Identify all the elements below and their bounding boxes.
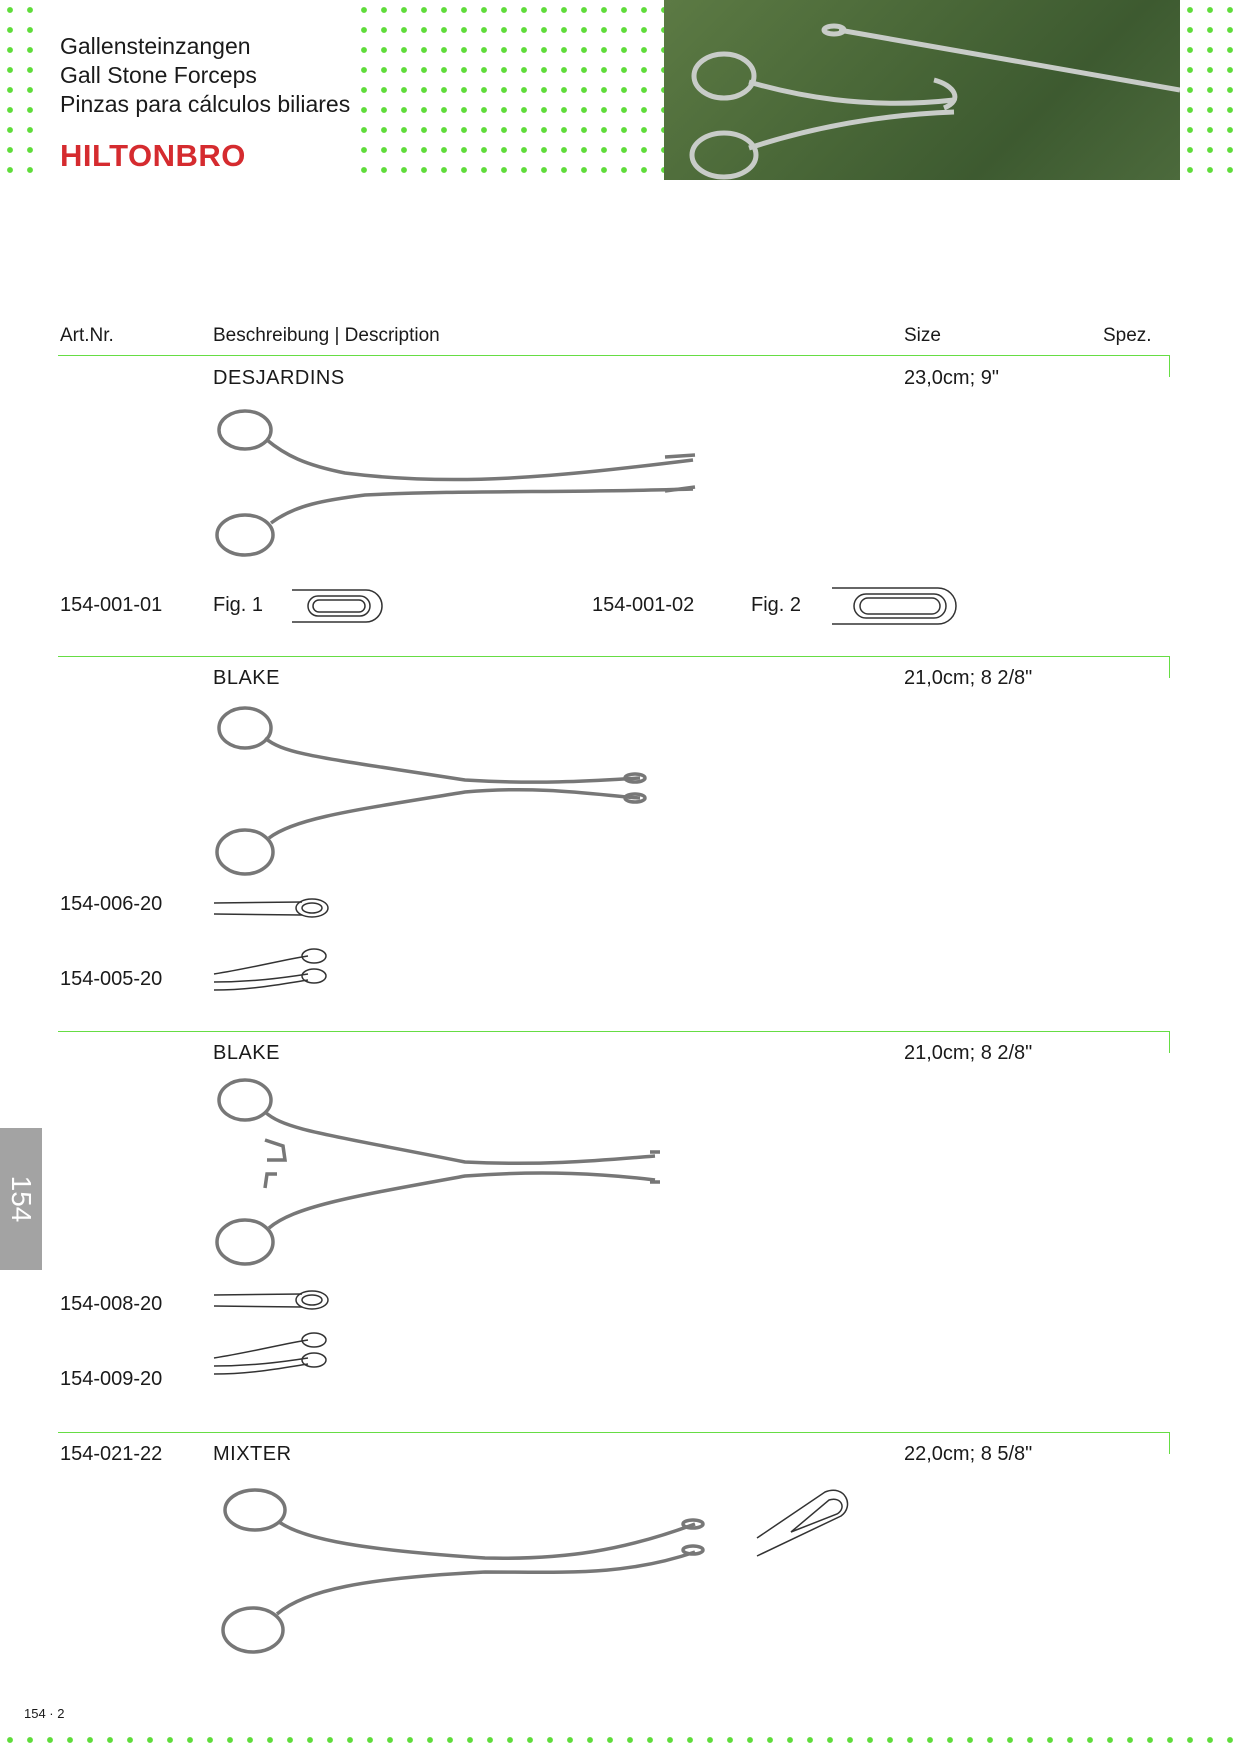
section-divider-tick <box>1169 656 1170 678</box>
header-dot-pattern-right <box>1180 0 1241 180</box>
blake-forceps-illustration <box>205 700 645 880</box>
section-divider-tick <box>1169 1031 1170 1053</box>
article-number: 154-009-20 <box>60 1368 163 1390</box>
blake-forceps-ratchet-illustration <box>205 1070 665 1270</box>
title-german: Gallensteinzangen <box>60 33 251 59</box>
column-header-spez: Spez. <box>1103 325 1152 346</box>
header-dot-pattern-left <box>0 0 40 180</box>
section-divider <box>58 656 1170 657</box>
article-number: 154-021-22 <box>60 1443 163 1465</box>
column-header-size: Size <box>904 325 941 346</box>
article-number: 154-001-01 <box>60 594 163 616</box>
product-name: MIXTER <box>213 1443 292 1465</box>
product-size: 23,0cm; 9" <box>904 367 999 389</box>
fig1-tip-outline <box>290 588 386 624</box>
header-dot-pattern-middle <box>354 0 664 180</box>
article-number: 154-001-02 <box>592 594 695 616</box>
tip-outline-curved <box>212 944 332 994</box>
article-number: 154-005-20 <box>60 968 163 990</box>
header-product-photo <box>664 0 1180 180</box>
product-size: 21,0cm; 8 2/8" <box>904 667 1033 689</box>
photo-forceps-image <box>664 0 1180 180</box>
tip-outline-straight <box>212 893 332 923</box>
mixter-forceps-illustration <box>205 1480 705 1660</box>
page-section-tab-label: 154 <box>6 1175 37 1223</box>
article-number: 154-008-20 <box>60 1293 163 1315</box>
footer-dot-pattern <box>0 1730 1241 1750</box>
page-section-tab <box>0 1128 42 1270</box>
product-name: BLAKE <box>213 1042 280 1064</box>
desjardins-forceps-illustration <box>205 405 685 565</box>
figure-label: Fig. 2 <box>751 594 802 616</box>
article-number: 154-006-20 <box>60 893 163 915</box>
product-size: 22,0cm; 8 5/8" <box>904 1443 1033 1465</box>
product-name: BLAKE <box>213 667 280 689</box>
brand-logo: HILTONBRO <box>60 138 246 173</box>
column-header-art-nr: Art.Nr. <box>60 325 114 346</box>
title-english: Gall Stone Forceps <box>60 62 257 88</box>
mixter-tip-outline <box>755 1488 855 1558</box>
tip-outline-curved <box>212 1328 332 1378</box>
section-divider <box>58 1432 1170 1433</box>
product-size: 21,0cm; 8 2/8" <box>904 1042 1033 1064</box>
title-spanish: Pinzas para cálculos biliares <box>60 91 351 117</box>
tip-outline-straight <box>212 1285 332 1315</box>
section-divider <box>58 355 1170 356</box>
column-header-description: Beschreibung | Description <box>213 325 440 346</box>
section-divider-tick <box>1169 1432 1170 1454</box>
section-divider <box>58 1031 1170 1032</box>
section-divider-tick <box>1169 355 1170 377</box>
figure-label: Fig. 1 <box>213 594 264 616</box>
product-name: DESJARDINS <box>213 367 345 389</box>
page-footer: 154 · 2 <box>24 1706 65 1721</box>
fig2-tip-outline <box>830 586 960 626</box>
